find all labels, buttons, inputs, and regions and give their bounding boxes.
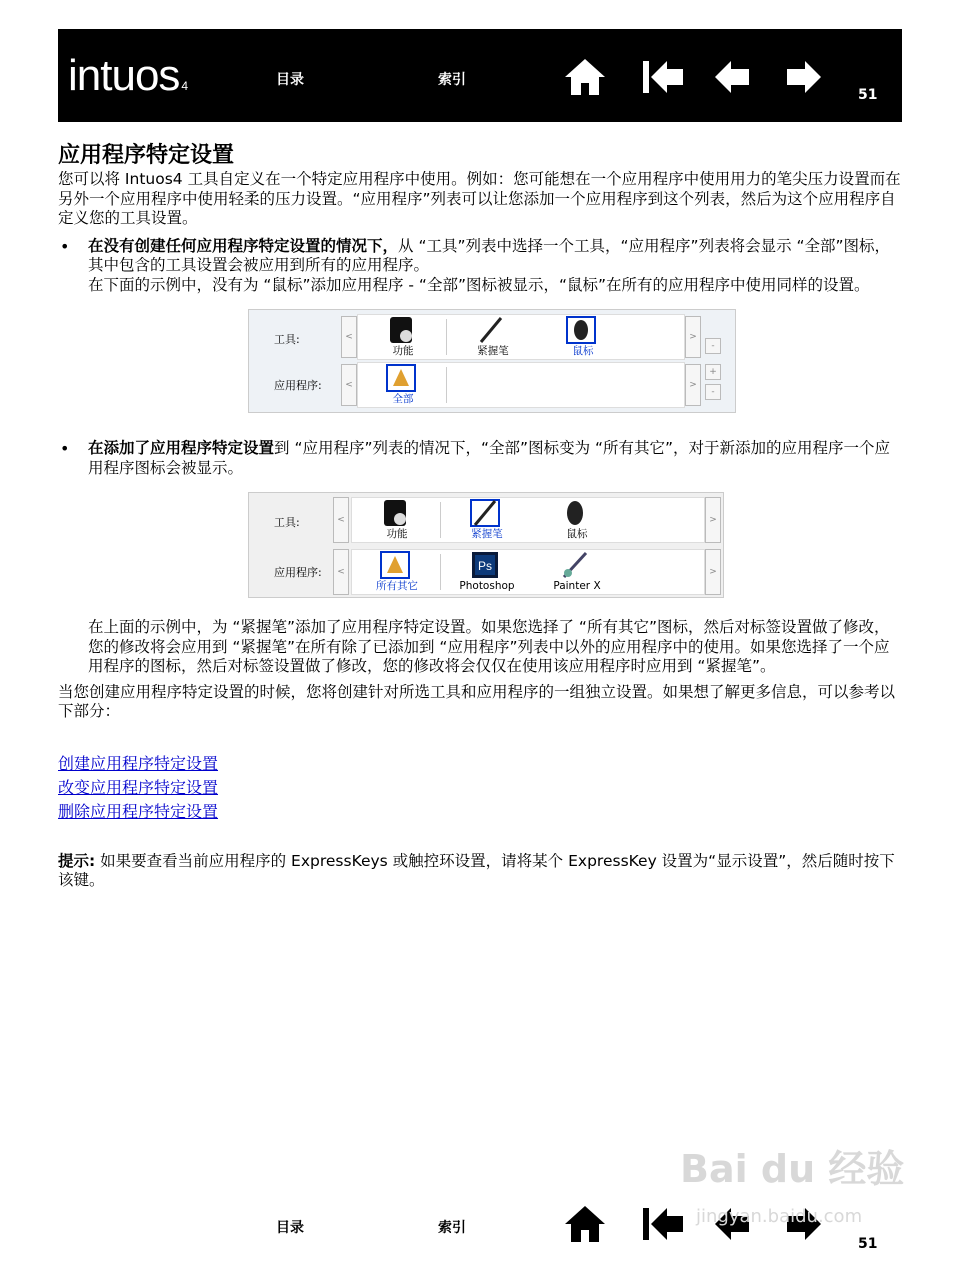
app-row [249, 549, 723, 595]
tools-panel-screenshot-1 [248, 309, 736, 413]
tool-row [249, 497, 723, 543]
bullet1-bold: 在没有创建任何应用程序特定设置的情况下， [88, 236, 399, 255]
app-caption: 所有其它 [376, 580, 418, 592]
bullet2-text: 到 “应用程序”列表的情况下，“全部”图标变为 “所有其它”，对于新添加的应用程序一个应用程序图标会被显示。 [88, 439, 891, 477]
bullet1-text: 从 “工具”列表中选择一个工具，“应用程序”列表将会显示 “全部”图标，其中包含的工具设置会被应用到所有的应用程序。 [88, 236, 891, 274]
photoshop-icon [470, 551, 500, 579]
divider [440, 554, 441, 590]
painter-icon [560, 551, 590, 579]
mouse-icon [560, 499, 590, 527]
app-label: 应用程序: [274, 566, 322, 579]
tool-caption: 紧握笔 [471, 528, 503, 540]
tool-caption: 鼠标 [572, 345, 594, 357]
grip-pen-icon [476, 316, 506, 344]
tool-label: 工具: [274, 516, 300, 529]
toc-link[interactable]: 目录 [276, 72, 304, 88]
tool-caption: 鼠标 [566, 528, 588, 540]
tool-caption: 功能 [386, 528, 408, 540]
tool-row [249, 314, 735, 360]
bullet1-text2: 在下面的示例中，没有为 “鼠标”添加应用程序 - “全部”图标被显示，“鼠标”在所有的应用程序中使用同样的设置。 [88, 275, 870, 294]
link-change-settings[interactable]: 改变应用程序特定设置 [58, 777, 219, 797]
tool-tile-functions[interactable] [352, 498, 442, 542]
first-page-icon[interactable] [641, 59, 685, 95]
tool-strip [351, 497, 705, 543]
link-delete-settings[interactable]: 删除应用程序特定设置 [58, 801, 219, 821]
bullet-item [58, 237, 902, 296]
summary-paragraph: 当您创建应用程序特定设置的时候，您将创建针对所选工具和应用程序的一组独立设置。如果想了解更多信息，可以参考以下部分： [58, 682, 896, 720]
scroll-right-button[interactable]: > [685, 316, 701, 358]
tool-caption: 紧握笔 [477, 345, 509, 357]
app-tile-photoshop[interactable] [442, 550, 532, 594]
functions-icon [386, 316, 416, 344]
main-content [58, 142, 902, 891]
bullet2-bold: 在添加了应用程序特定设置 [88, 439, 275, 457]
home-icon[interactable] [563, 1204, 607, 1244]
tool-strip [357, 314, 685, 360]
remove-app-button[interactable]: - [705, 384, 721, 400]
bullet-dot: • [60, 439, 70, 458]
functions-icon [380, 499, 410, 527]
tool-label: 工具: [274, 333, 300, 346]
app-caption: 全部 [392, 393, 414, 405]
scroll-right-button[interactable]: > [705, 549, 721, 595]
tool-tile-mouse[interactable] [538, 315, 628, 359]
divider [446, 367, 447, 403]
app-caption: Photoshop [459, 580, 515, 592]
scroll-left-button[interactable]: < [341, 316, 357, 358]
bullet-item [58, 439, 902, 478]
intuos-logo: intuos 4 [68, 51, 189, 100]
previous-page-icon[interactable] [713, 59, 753, 95]
link-create-settings[interactable]: 创建应用程序特定设置 [58, 753, 219, 773]
app-tile-all-others[interactable] [352, 550, 442, 594]
mouse-icon [566, 316, 596, 344]
tip-paragraph [58, 852, 902, 891]
add-app-button[interactable]: + [705, 364, 721, 380]
watermark-brand: Bai du 经验 [680, 1147, 905, 1191]
scroll-left-button[interactable]: < [333, 497, 349, 543]
page-number: 51 [858, 87, 878, 103]
tip-label: 提示: [58, 851, 96, 870]
tool-tile-grip-pen[interactable] [442, 498, 532, 542]
scroll-right-button[interactable]: > [705, 497, 721, 543]
svg-text:Ps: Ps [478, 559, 493, 573]
app-row [249, 362, 735, 408]
toc-link-footer[interactable]: 目录 [276, 1220, 304, 1236]
index-link-footer[interactable]: 索引 [438, 1220, 466, 1236]
intro-paragraph: 您可以将 Intuos4 工具自定义在一个特定应用程序中使用。例如：您可能想在一个应用程序中使用用力的笔尖压力设置而在另外一个应用程序中使用轻柔的压力设置。“应用程序”列表可以让您添加一个应用程序到这个列表，然后为这个应用程序自定义您的工具设置。 [58, 170, 901, 227]
header-bar [58, 29, 902, 122]
app-tile-painter[interactable] [532, 550, 622, 594]
related-links [58, 752, 902, 824]
home-icon[interactable] [563, 57, 607, 97]
tip-text: 如果要查看当前应用程序的 ExpressKeys 或触控环设置，请将某个 ExpressKey 设置为“显示设置”，然后随时按下该键。 [58, 851, 895, 889]
app-caption: Painter X [553, 580, 601, 592]
page-title: 应用程序特定设置 [58, 143, 235, 168]
app-strip [357, 362, 685, 408]
next-page-icon[interactable] [783, 59, 823, 95]
watermark-url: jingyan.baidu.com [696, 1206, 863, 1227]
tool-caption: 功能 [392, 345, 414, 357]
divider [446, 319, 447, 355]
divider [440, 502, 441, 538]
tool-tile-functions[interactable] [358, 315, 448, 359]
app-tile-all[interactable] [358, 363, 448, 407]
example-explanation: 在上面的示例中，为 “紧握笔”添加了应用程序特定设置。如果您选择了 “所有其它”图标，然后对标签设置做了修改，您的修改将会应用到 “紧握笔”在所有除了已添加到 “应用程序”列表中以外的应用程序中的使用。如果您选择了一个应用程序的图标，然后对标签设置做了修改，您的修改将会仅仅在使用该应用程序时应用到 “紧握笔”。 [88, 618, 890, 675]
app-label: 应用程序: [274, 379, 322, 392]
tools-panel-screenshot-2 [248, 492, 724, 598]
remove-tool-button[interactable]: - [705, 338, 721, 354]
page-number-footer: 51 [858, 1236, 878, 1252]
grip-pen-icon [470, 499, 500, 527]
first-page-icon[interactable] [641, 1206, 685, 1242]
tool-tile-mouse[interactable] [532, 498, 622, 542]
scroll-left-button[interactable]: < [333, 549, 349, 595]
scroll-right-button[interactable]: > [685, 364, 701, 406]
bullet-dot: • [60, 236, 70, 256]
scroll-left-button[interactable]: < [341, 364, 357, 406]
all-apps-icon [386, 364, 416, 392]
index-link[interactable]: 索引 [438, 72, 466, 88]
app-strip [351, 549, 705, 595]
tool-tile-grip-pen[interactable] [448, 315, 538, 359]
all-others-icon [380, 551, 410, 579]
